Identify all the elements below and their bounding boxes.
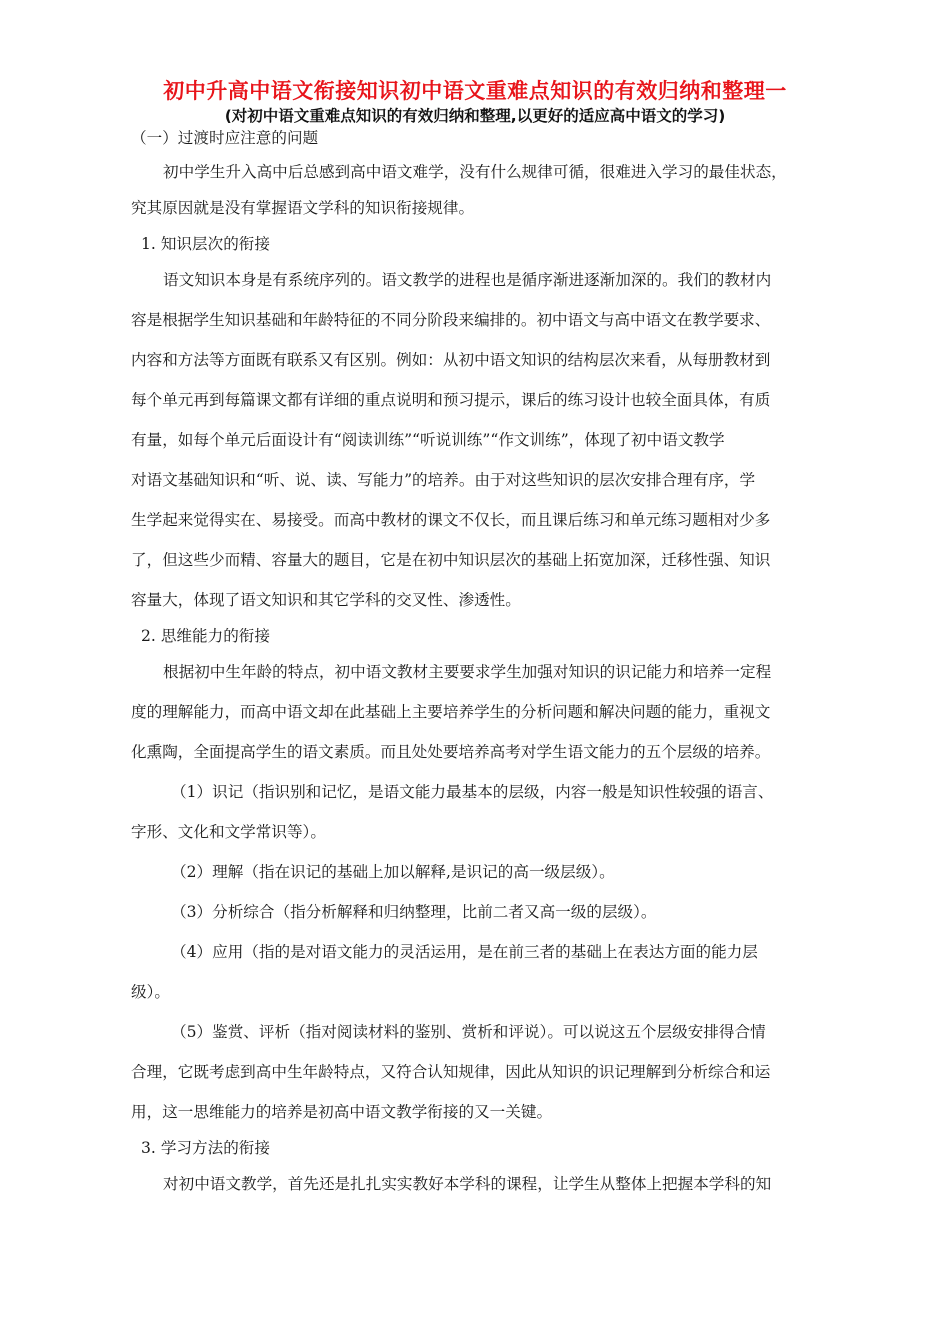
level-item: （1）识记（指识别和记忆，是语文能力最基本的层级，内容一般是知识性较强的语言、 xyxy=(171,783,774,801)
level-item: （3）分析综合（指分析解释和归纳整理，比前二者又高一级的层级）。 xyxy=(171,903,657,921)
paragraph-line: 生学起来觉得实在、易接受。而高中教材的课文不仅长，而且课后练习和单元练习题相对少多 xyxy=(131,511,771,529)
level-item-continued: 字形、文化和文学常识等）。 xyxy=(131,823,326,841)
paragraph-line: 对初中语文教学，首先还是扎扎实实教好本学科的课程，让学生从整体上把握本学科的知 xyxy=(163,1175,772,1193)
document-subtitle: (对初中语文重难点知识的有效归纳和整理,以更好的适应高中语文的学习) xyxy=(224,107,726,125)
paragraph-line: 语文知识本身是有系统序列的。语文教学的进程也是循序渐进逐渐加深的。我们的教材内 xyxy=(163,271,772,289)
paragraph-line: 有量，如每个单元后面设计有“阅读训练”“听说训练”“作文训练”，体现了初中语文教学 xyxy=(131,431,725,449)
level-item-continued: 级）。 xyxy=(131,983,170,1001)
level-item-continued: 用，这一思维能力的培养是初高中语文教学衔接的又一关键。 xyxy=(131,1103,553,1121)
paragraph-line: 了，但这些少而精、容量大的题目，它是在初中知识层次的基础上拓宽加深，迁移性强、知识 xyxy=(131,551,771,569)
paragraph-line: 化熏陶，全面提高学生的语文素质。而且处处要培养高考对学生语文能力的五个层级的培养。 xyxy=(131,743,771,761)
subsection-heading: 3. 学习方法的衔接 xyxy=(141,1139,270,1157)
paragraph-line: 根据初中生年龄的特点，初中语文教材主要要求学生加强对知识的识记能力和培养一定程 xyxy=(163,663,772,681)
paragraph-line: 究其原因就是没有掌握语文学科的知识衔接规律。 xyxy=(131,199,475,217)
paragraph-line: 内容和方法等方面既有联系又有区别。例如：从初中语文知识的结构层次来看，从每册教材到 xyxy=(131,351,771,369)
paragraph-line: 每个单元再到每篇课文都有详细的重点说明和预习提示，课后的练习设计也较全面具体，有质 xyxy=(131,391,771,409)
document-body xyxy=(131,128,821,1194)
level-item-continued: 合理，它既考虑到高中生年龄特点，又符合认知规律，因此从知识的识记理解到分析综合和运 xyxy=(131,1063,771,1081)
paragraph-line: 度的理解能力，而高中语文却在此基础上主要培养学生的分析问题和解决问题的能力，重视文 xyxy=(131,703,771,721)
paragraph-line: 容量大，体现了语文知识和其它学科的交叉性、渗透性。 xyxy=(131,591,521,609)
subsection-heading: 1. 知识层次的衔接 xyxy=(141,235,270,253)
level-item: （4）应用（指的是对语文能力的灵活运用，是在前三者的基础上在表达方面的能力层 xyxy=(171,943,758,961)
paragraph-line: 容是根据学生知识基础和年龄特征的不同分阶段来编排的。初中语文与高中语文在教学要求、 xyxy=(131,311,771,329)
document-title: 初中升高中语文衔接知识初中语文重难点知识的有效归纳和整理一 xyxy=(163,79,787,103)
subsection-heading: 2. 思维能力的衔接 xyxy=(141,627,270,645)
level-item: （2）理解（指在识记的基础上加以解释,是识记的高一级层级）。 xyxy=(171,863,615,881)
paragraph-line: 对语文基础知识和“听、说、读、写能力”的培养。由于对这些知识的层次安排合理有序，学 xyxy=(131,471,756,489)
paragraph-line: 初中学生升入高中后总感到高中语文难学，没有什么规律可循，很难进入学习的最佳状态， xyxy=(163,163,787,181)
level-item: （5）鉴赏、评析（指对阅读材料的鉴别、赏析和评说）。可以说这五个层级安排得合情 xyxy=(171,1023,766,1041)
section-heading: （一）过渡时应注意的问题 xyxy=(131,129,319,147)
